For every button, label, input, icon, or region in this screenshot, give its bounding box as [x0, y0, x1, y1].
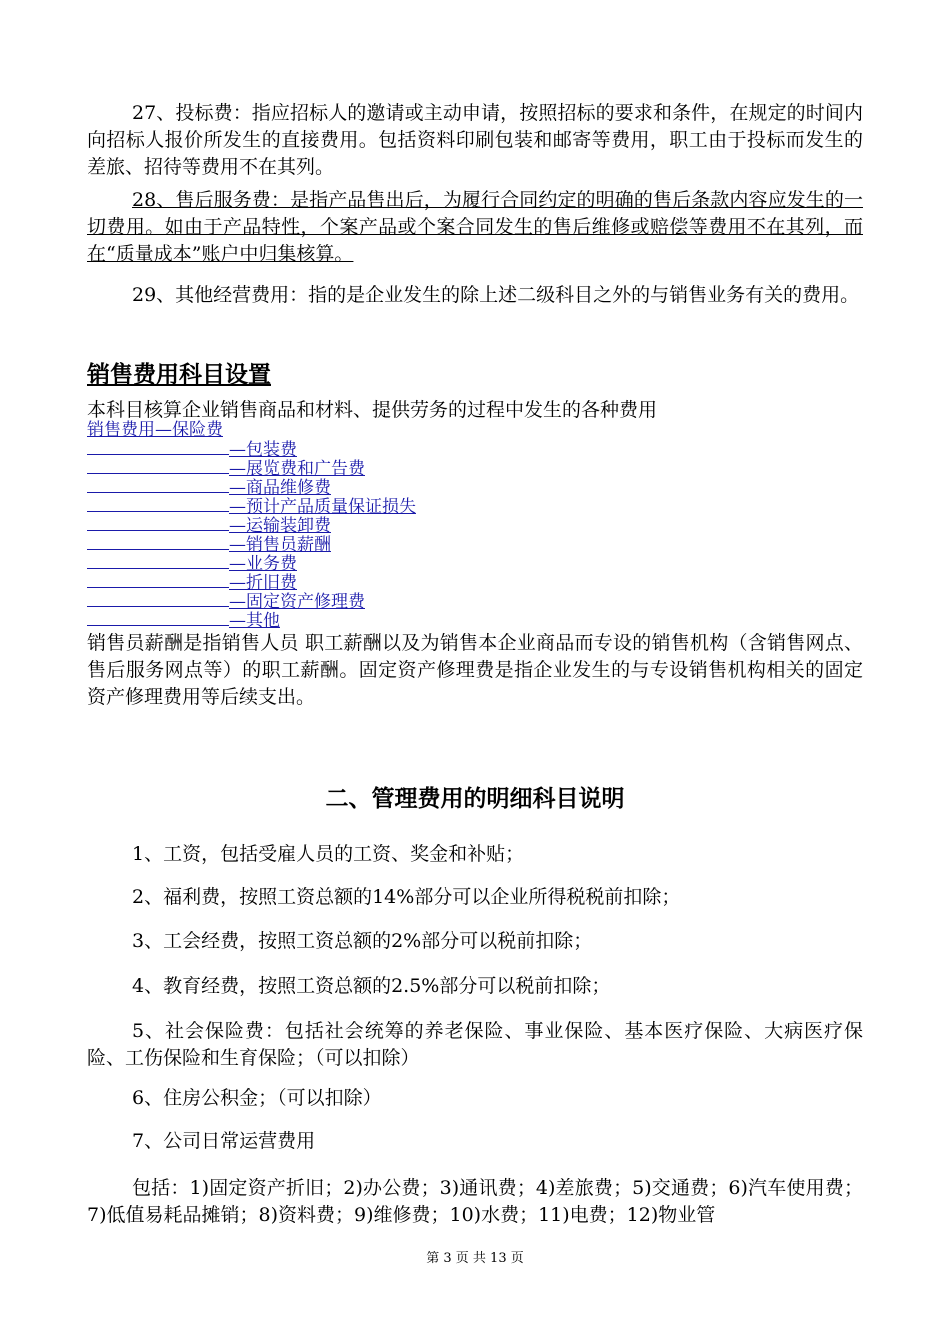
item-3: 3、工会经费，按照工资总额的2%部分可以税前扣除； — [132, 930, 593, 952]
item-2: 2、福利费，按照工资总额的14%部分可以企业所得税税前扣除； — [132, 886, 681, 908]
account-link[interactable]: —其他 — [87, 611, 416, 630]
account-link[interactable]: —展览费和广告费 — [87, 459, 416, 478]
account-link[interactable]: —包装费 — [87, 440, 416, 459]
main-heading: 二、管理费用的明细科目说明 — [325, 786, 625, 812]
item-4: 4、教育经费，按照工资总额的2.5%部分可以税前扣除； — [132, 975, 611, 997]
item-8: 包括：1)固定资产折旧；2)办公费；3)通讯费；4)差旅费；5)交通费；6)汽车使用费；7)低值易耗品摊销；8)资料费；9)维修费；10)水费；11)电费；12)物业管 — [87, 1177, 863, 1226]
explanation-text: 销售员薪酬是指销售人员 职工薪酬以及为销售本企业商品而专设的销售机构（含销售网点、售后服务网点等）的职工薪酬。固定资产修理费是指企业发生的与专设销售机构相关的固定资产修理费用等后续支出。 — [87, 632, 863, 708]
section-29: 29、其他经营费用：指的是企业发生的除上述二级科目之外的与销售业务有关的费用。 — [132, 284, 860, 306]
subheading-sales-accounts: 销售费用科目设置 — [87, 362, 271, 388]
page-footer: 第 3 页 共 13 页 — [426, 1251, 524, 1266]
account-link[interactable]: —业务费 — [87, 554, 416, 573]
account-link[interactable]: —固定资产修理费 — [87, 592, 416, 611]
account-list — [87, 421, 416, 630]
item-5: 5、社会保险费：包括社会统筹的养老保险、事业保险、基本医疗保险、大病医疗保险、工伤保险和生育保险；（可以扣除） — [87, 1020, 863, 1069]
account-link[interactable]: —商品维修费 — [87, 478, 416, 497]
item-7: 7、公司日常运营费用 — [132, 1130, 316, 1152]
account-link[interactable]: —预计产品质量保证损失 — [87, 497, 416, 516]
account-link[interactable]: —运输装卸费 — [87, 516, 416, 535]
section-28: 28、售后服务费：是指产品售出后，为履行合同约定的明确的售后条款内容应发生的一切费用。如由于产品特性，个案产品或个案合同发生的售后维修或赔偿等费用不在其列，而在“质量成本”账户中归集核算。 — [87, 189, 863, 265]
account-link-first[interactable]: 销售费用—保险费 — [87, 420, 223, 440]
section-27: 27、投标费：指应招标人的邀请或主动申请，按照招标的要求和条件，在规定的时间内向招标人报价所发生的直接费用。包括资料印刷包装和邮寄等费用，职工由于投标而发生的差旅、招待等费用不在其列。 — [87, 102, 863, 178]
item-6: 6、住房公积金；（可以扣除） — [132, 1087, 382, 1109]
account-link[interactable]: —折旧费 — [87, 573, 416, 592]
intro-text: 本科目核算企业销售商品和材料、提供劳务的过程中发生的各种费用 — [87, 399, 658, 421]
item-1: 1、工资，包括受雇人员的工资、奖金和补贴； — [132, 843, 525, 865]
account-link[interactable]: —销售员薪酬 — [87, 535, 416, 554]
